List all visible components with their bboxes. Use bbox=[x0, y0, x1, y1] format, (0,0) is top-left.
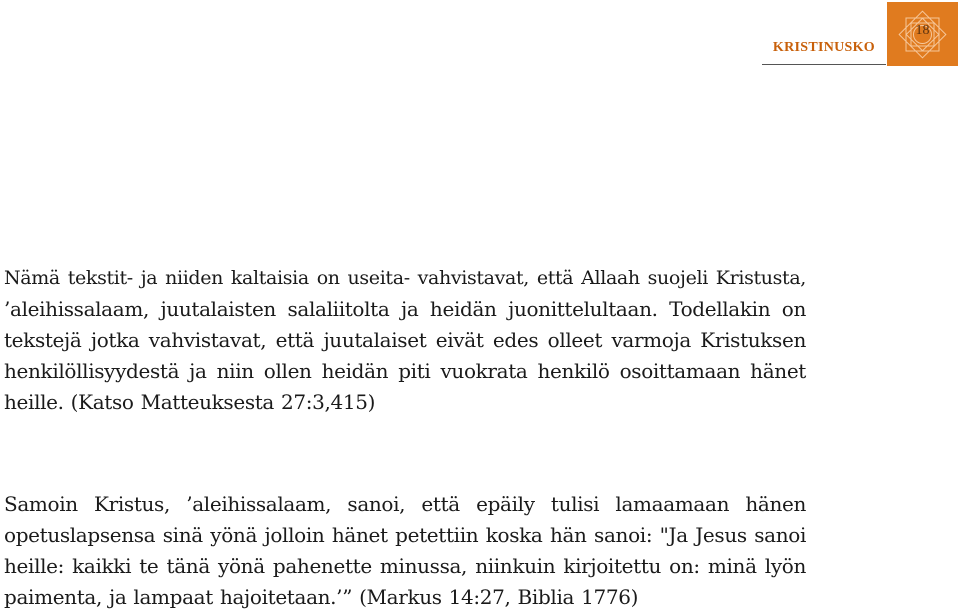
body-paragraph bbox=[4, 489, 806, 613]
paragraph-line: Samoin Kristus, ’aleihissalaam, sanoi, että epäily tulisi lamaamaan hänen bbox=[4, 492, 806, 516]
paragraph-line: Nämä tekstit- ja niiden kaltaisia on useita- vahvistavat, että Allaah suojeli Kristusta, bbox=[4, 267, 806, 289]
paragraph-line: opetuslapsensa sinä yönä jolloin hänet petettiin koska hän sanoi: "Ja Jesus sanoi bbox=[4, 523, 806, 547]
paragraph-line: heille. (Katso Matteuksesta 27:3,415) bbox=[4, 390, 376, 414]
header-divider bbox=[762, 64, 886, 65]
paragraph-line: tekstejä jotka vahvistavat, että juutalaiset eivät edes olleet varmoja Kristuksen bbox=[4, 328, 806, 352]
page-number-badge bbox=[887, 2, 958, 66]
running-header-title: KRISTINUSKO bbox=[772, 40, 875, 55]
paragraph-line: ’aleihissalaam, juutalaisten salaliitolta ja heidän juonittelultaan. Todellakin on bbox=[4, 297, 806, 321]
body-paragraph bbox=[4, 263, 806, 418]
page-number: 18 bbox=[915, 23, 930, 38]
paragraph-line: paimenta, ja lampaat hajoitetaan.’” (Markus 14:27, Biblia 1776) bbox=[4, 585, 639, 609]
paragraph-line: henkilöllisyydestä ja niin ollen heidän piti vuokrata henkilö osoittamaan hänet bbox=[4, 359, 806, 383]
paragraph-line: heille: kaikki te tänä yönä pahenette minussa, niinkuin kirjoitettu on: minä lyön bbox=[4, 554, 806, 578]
